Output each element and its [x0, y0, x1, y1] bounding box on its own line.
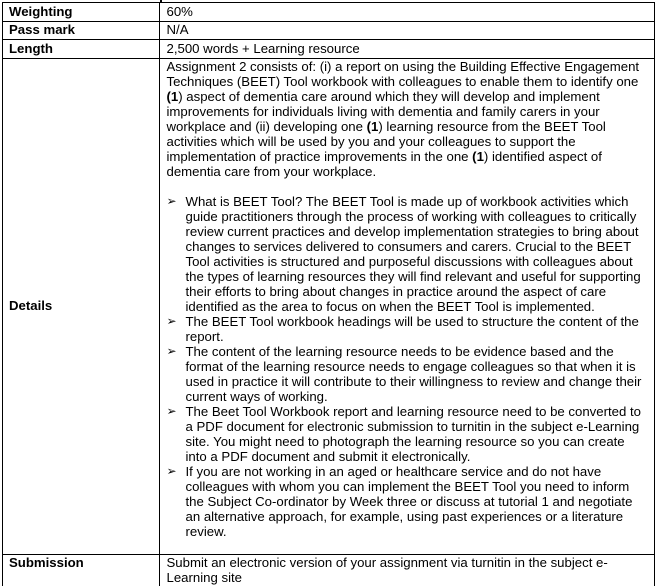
text-segment: ) aspect of dementia care around which they will develop and implement improvements for individuals living with dementia and family carers in your workplace and (ii) developing one	[166, 89, 600, 134]
submission-label: Submission	[3, 555, 160, 586]
length-value: 2,500 words + Learning resource	[166, 40, 360, 56]
list-item	[167, 404, 647, 464]
table-row-length	[3, 40, 654, 59]
details-intro-paragraph	[167, 59, 647, 179]
table-row-details	[3, 59, 654, 555]
list-item-text: If you are not working in an aged or healthcare service and do not have colleagues with whom you can implement the BEET Tool you need to inform the Subject Co-ordinator by Week three or discuss at tutorial 1 and negotiate an alternative approach, for example, using past experiences or a literature review.	[185, 464, 633, 539]
list-item	[167, 464, 647, 539]
pass-mark-value: N/A	[166, 22, 189, 37]
text-segment: ) identified aspect of dementia care from your workplace.	[166, 149, 602, 179]
text-segment: Assignment 2 consists of: (i) a report on using the Building Effective Engagement Techniques (BEET) Tool workbook with colleagues to enable them to identify one	[166, 59, 640, 89]
length-label: Length	[3, 40, 160, 58]
arrow-bullet-icon: ➢	[166, 464, 177, 478]
assessment-details-table	[2, 2, 655, 586]
arrow-bullet-icon: ➢	[166, 404, 177, 418]
details-content	[160, 59, 655, 554]
details-label	[3, 59, 160, 554]
weighting-value: 60%	[166, 3, 193, 19]
text-segment: (1	[366, 119, 379, 134]
list-item	[167, 344, 647, 404]
pass-mark-label: Pass mark	[3, 22, 160, 40]
submission-value: Submit an electronic version of your assignment via turnitin in the subject e-Learning site	[166, 555, 608, 585]
text-segment: (1	[166, 89, 179, 104]
table-row-submission	[3, 555, 654, 586]
text-segment: ) learning resource from the BEET Tool activities which will be used by you and your colleagues to support the implementation of practice improvements in the one	[166, 119, 606, 164]
list-item-text: What is BEET Tool? The BEET Tool is made up of workbook activities which guide practitioners through the process of working with colleagues to critically review current practices and develop implementation strategies to bring about changes to services delivered to consumers and carers. Crucial to the BEET Tool activities is structured and purposeful discussions with colleagues about the types of learning resources they will find relevant and useful for supporting their efforts to bring about changes in practice around the aspect of care identified as the area to focus on when the BEET Tool is implemented.	[185, 194, 641, 314]
paragraph-spacer	[167, 179, 647, 194]
table-row-pass-mark	[3, 22, 654, 41]
arrow-bullet-icon: ➢	[166, 194, 177, 208]
list-item-text: The Beet Tool Workbook report and learning resource need to be converted to a PDF document for electronic submission to turnitin in the subject e-Learning site. You might need to photograph the learning resource so you can create into a PDF document and submit it electronically.	[185, 404, 641, 464]
list-item	[167, 194, 647, 314]
table-row-weighting	[3, 3, 654, 22]
details-bullet-list	[167, 194, 647, 539]
arrow-bullet-icon: ➢	[166, 314, 177, 328]
weighting-label: Weighting	[3, 3, 160, 21]
text-segment: (1	[472, 149, 484, 164]
list-item-text: The content of the learning resource needs to be evidence based and the format of the learning resource needs to engage colleagues so that when it is used in practice it will contribute to their willingness to review and change their current ways of working.	[185, 344, 642, 404]
list-item-text: The BEET Tool workbook headings will be used to structure the content of the report.	[185, 314, 639, 344]
arrow-bullet-icon: ➢	[166, 344, 177, 358]
list-item	[167, 314, 647, 344]
details-label-text: Details	[9, 298, 53, 314]
